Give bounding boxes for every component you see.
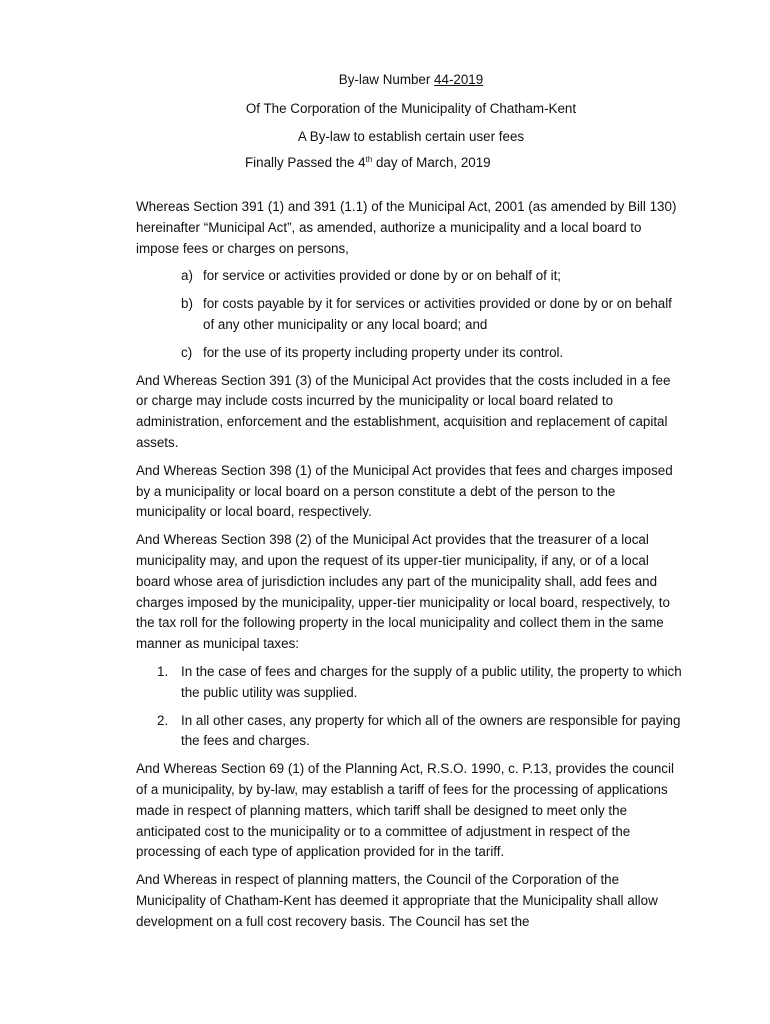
list-item: [136, 343, 684, 364]
passed-date-prefix: Finally Passed the 4: [245, 155, 366, 170]
list-item-text: for the use of its property including property under its control.: [203, 344, 564, 360]
list-item-text: In all other cases, any property for which all of the owners are responsible for paying the fees and charges.: [181, 712, 681, 749]
list-item: [136, 294, 684, 336]
list-item-text: In the case of fees and charges for the supply of a public utility, the property to which the public utility was supplied.: [181, 663, 682, 700]
passed-date-ordinal: th: [365, 155, 373, 164]
bylaw-number-heading: [0, 72, 770, 88]
list-marker: c): [181, 344, 193, 360]
corporation-heading: Of The Corporation of the Municipality of Chatham-Kent: [245, 101, 577, 116]
document-body: [136, 197, 684, 940]
list-marker: 1.: [157, 663, 169, 679]
passed-date-suffix: day of March, 2019: [372, 155, 491, 170]
bylaw-number-prefix: By-law Number: [338, 72, 435, 87]
list-item: [136, 266, 684, 287]
paragraph-municipal-act-391-3: And Whereas Section 391 (3) of the Municipal Act provides that the costs included in a fee or charge may include costs incurred by the municipality or local board related to administration, enforcement and the establishment, acquisition and replacement of capital assets.: [136, 372, 671, 450]
paragraph-municipal-act-391: Whereas Section 391 (1) and 391 (1.1) of the Municipal Act, 2001 (as amended by Bill 130) hereinafter “Municipal Act”, as amended, authorize a municipality and a local board to impose fees or charges on persons,: [136, 199, 677, 256]
bylaw-purpose-heading: A By-law to establish certain user fees: [297, 129, 525, 144]
list-item-text: for costs payable by it for services or activities provided or done by or on behalf of any other municipality or any local board; and: [203, 296, 672, 332]
list-item: [136, 711, 684, 753]
paragraph-full-cost-recovery: And Whereas in respect of planning matters, the Council of the Corporation of the Municipality of Chatham-Kent has deemed it appropriate that the Municipality shall allow development on a full cost recovery basis. The Council has set the: [136, 872, 658, 929]
bylaw-number-value: 44-2019: [434, 72, 484, 87]
paragraph-municipal-act-398-1: And Whereas Section 398 (1) of the Municipal Act provides that fees and charges imposed by a municipality or local board on a person constitute a debt of the person to the municipality or local board, respectively.: [136, 462, 673, 520]
list-marker: a): [181, 268, 193, 284]
list-item-text: for service or activities provided or done by or on behalf of it;: [203, 268, 562, 284]
paragraph-planning-act-69: And Whereas Section 69 (1) of the Planning Act, R.S.O. 1990, c. P.13, provides the council of a municipality, by by-law, may establish a tariff of fees for the processing of applications made in respect of planning matters, which tariff shall be designed to meet only the anticipated cost to the municipality or to a committee of adjustment in respect of the processing of each type of application provided for in the tariff.: [136, 761, 674, 860]
list-item: [136, 662, 684, 704]
paragraph-municipal-act-398-2: And Whereas Section 398 (2) of the Municipal Act provides that the treasurer of a local municipality may, and upon the request of its upper-tier municipality, if any, or of a local board whose area of jurisdiction includes any part of the municipality shall, add fees and charges imposed by the municipality, upper-tier municipality or local board, respectively, to the tax roll for the following property in the local municipality and collect them in the same manner as municipal taxes:: [136, 532, 670, 652]
list-marker: 2.: [157, 712, 169, 728]
passed-date-heading: [245, 155, 491, 171]
list-marker: b): [181, 296, 193, 312]
